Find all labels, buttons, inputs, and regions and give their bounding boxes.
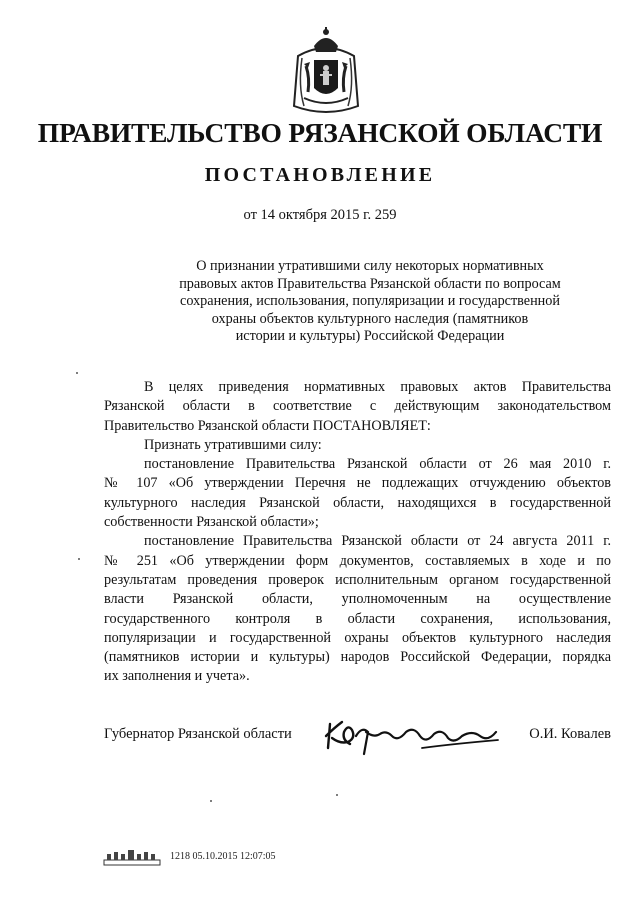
body-line: популяризации и государственной охраны объектов культурного наследия	[104, 629, 611, 646]
body-line: власти Рязанской области, уполномоченным на осуществление	[104, 591, 611, 608]
scan-speck	[210, 800, 212, 802]
body-line: культурного наследия Рязанской области, находящихся в государственной	[104, 494, 611, 511]
document-body	[104, 378, 611, 687]
registry-logo-icon	[103, 848, 161, 866]
body-line: постановление Правительства Рязанской области от 24 августа 2011 г.	[144, 533, 611, 550]
body-line: результатам проведения проверок исполнительным органом государственной	[104, 571, 611, 588]
government-title: ПРАВИТЕЛЬСТВО РЯЗАНСКОЙ ОБЛАСТИ	[37, 117, 603, 148]
scan-speck	[76, 372, 78, 374]
signatory-name: О.И. Ковалев	[529, 726, 611, 742]
body-line: В целях приведения нормативных правовых актов Правительства	[144, 379, 611, 395]
document-date-number: от 14 октября 2015 г. 259	[243, 207, 397, 223]
scan-speck	[336, 794, 338, 796]
document-type-heading: ПОСТАНОВЛЕНИЕ	[204, 164, 436, 186]
subject-line: сохранения, использования, популяризации и государственной	[180, 293, 560, 309]
subject-line: охраны объектов культурного наследия (памятников	[211, 310, 529, 327]
subject-line: истории и культуры) Российской Федерации	[235, 328, 505, 344]
body-line: собственности Рязанской области»;	[104, 514, 319, 531]
scan-speck	[78, 558, 80, 560]
body-line: (памятников истории и культуры) народов Российской Федерации, порядка	[104, 649, 611, 666]
body-line: Правительство Рязанской области ПОСТАНОВЛЯЕТ:	[104, 417, 431, 434]
handwritten-signature-icon	[322, 714, 502, 760]
document-subject	[160, 258, 580, 346]
body-line: № 107 «Об утверждении Перечня не подлежащих отчуждению объектов	[104, 475, 611, 492]
signatory-title: Губернатор Рязанской области	[104, 726, 292, 742]
body-line: постановление Правительства Рязанской области от 26 мая 2010 г.	[144, 456, 611, 473]
subject-line: правовых актов Правительства Рязанской области по вопросам	[179, 275, 561, 292]
body-line: № 251 «Об утверждении форм документов, составляемых в ходе и по	[104, 552, 611, 569]
registration-stamp: 1218 05.10.2015 12:07:05	[170, 851, 276, 862]
subject-line: О признании утратившими силу некоторых нормативных	[196, 258, 544, 274]
body-line: Рязанской области в соответствие с действующим законодательством	[104, 398, 611, 415]
ryazan-coat-of-arms-icon	[290, 26, 362, 118]
body-line: их заполнения и учета».	[104, 668, 250, 685]
body-line: государственного контроля в области сохранения, использования,	[104, 610, 611, 627]
body-line: Признать утратившими силу:	[144, 436, 322, 453]
